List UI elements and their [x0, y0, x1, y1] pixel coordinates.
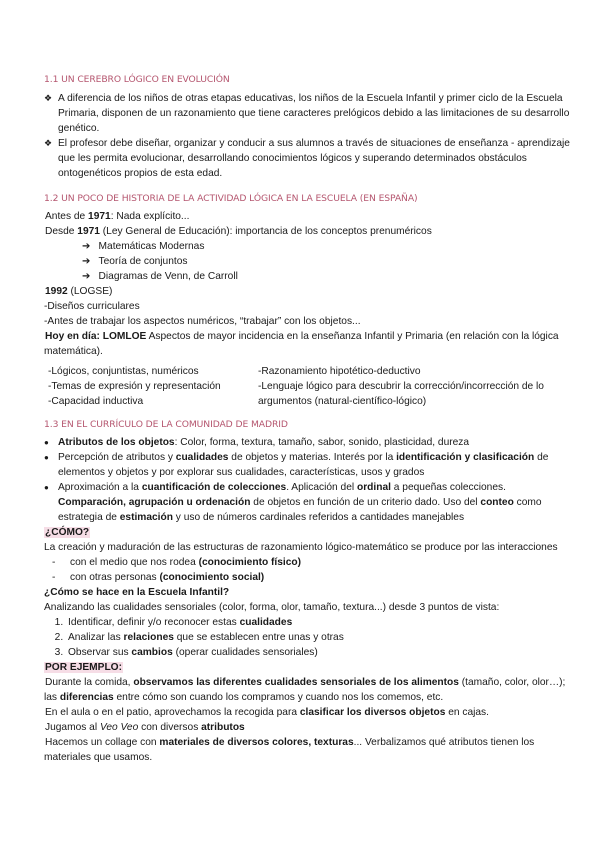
list-item: 1. Identificar, definir y/o reconocer estas cualidades: [66, 615, 572, 630]
diamond-bullet-item: ❖ A diferencia de los niños de otras etapas educativas, los niños de la Escuela Infantil y primer ciclo de la Escuela Primaria, disponen de un razonamiento que tiene caracteres prelógicos debido a las limitaciones de su desarrollo genético.: [44, 93, 570, 134]
diamond-bullet-icon: ❖: [44, 138, 53, 148]
escuela-paragraph: Analizando las cualidades sensoriales (color, forma, olor, tamaño, textura...) desde 3 puntos de vista:: [44, 602, 500, 613]
diamond-bullet-icon: ❖: [44, 93, 53, 103]
arrow-right-icon: ➔: [82, 271, 91, 282]
document-page: [44, 72, 572, 765]
history-line: Desde 1971 (Ley General de Educación): importancia de los conceptos prenuméricos: [45, 226, 432, 237]
arrow-right-icon: ➔: [82, 256, 91, 267]
column-right: -Razonamiento hipotético-deductivo -Lenguaje lógico para descubrir la corrección/incorrección de lo argumentos (natural-científico-lógico): [258, 366, 544, 407]
list-item: 2. Analizar las relaciones que se establecen entre unas y otras: [66, 630, 572, 645]
arrow-item: ➔ Matemáticas Modernas: [82, 241, 205, 252]
history-line: -Antes de trabajar los aspectos numéricos, “trabajar” con los objetos...: [44, 316, 361, 327]
diamond-bullet-item: ❖ El profesor debe diseñar, organizar y conducir a sus alumnos a través de situaciones de enseñanza - aprendizaje que les permita evolucionar, desarrollando conocimientos lógicos y superando determinados obstáculos ontogenéticos propios de esta edad.: [44, 138, 570, 179]
history-line: Antes de 1971: Nada explícito...: [45, 211, 190, 222]
list-item: ● Percepción de atributos y cualidades de objetos y materias. Interés por la identificación y clasificación de elementos y objetos y por explorar sus cualidades, características, usos y grados: [44, 450, 572, 480]
history-line: -Diseños curriculares: [44, 301, 140, 312]
two-column-list: [44, 364, 572, 409]
example-line: Hacemos un collage con materiales de diversos colores, texturas... Verbalizamos qué atributos tienen los materiales que usamos.: [44, 737, 535, 763]
como-title: ¿CÓMO?: [45, 527, 90, 538]
list-item: 3. Observar sus cambios (operar cualidades sensoriales): [66, 645, 572, 660]
arrow-item: ➔ Diagramas de Venn, de Carroll: [82, 271, 238, 282]
arrow-right-icon: ➔: [82, 241, 91, 252]
arrow-item: ➔ Teoría de conjuntos: [82, 256, 188, 267]
list-item: ● Atributos de los objetos: Color, forma, textura, tamaño, sabor, sonido, plasticidad, dureza: [44, 435, 572, 450]
escuela-title: ¿Cómo se hace en la Escuela Infantil?: [44, 587, 230, 598]
example-line: En el aula o en el patio, aprovechamos la recogida para clasificar los diversos objetos en cajas.: [45, 707, 489, 718]
column-left: -Lógicos, conjuntistas, numéricos -Temas de expresión y representación -Capacidad inductiva: [48, 366, 221, 407]
section-heading-1-3: 1.3 EN EL CURRÍCULO DE LA COMUNIDAD DE MADRID: [44, 419, 288, 430]
curriculum-list: [44, 435, 572, 525]
history-line: Hoy en día: LOMLOE Aspectos de mayor incidencia en la enseñanza Infantil y Primaria (en relación con la lógica matemática).: [44, 331, 559, 357]
history-line: 1992 (LOGSE): [45, 286, 113, 297]
ejemplo-title: POR EJEMPLO:: [45, 662, 122, 673]
como-paragraph: La creación y maduración de las estructuras de razonamiento lógico-matemático se produce por las interacciones: [44, 542, 558, 553]
dash-item: - con el medio que nos rodea (conocimiento físico): [52, 557, 302, 568]
section-heading-1-2: 1.2 UN POCO DE HISTORIA DE LA ACTIVIDAD LÓGICA EN LA ESCUELA (EN ESPAÑA): [44, 193, 418, 204]
ordered-list: [44, 615, 572, 660]
list-item: ● Aproximación a la cuantificación de colecciones. Aplicación del ordinal a pequeñas colecciones. Comparación, agrupación u ordenación de objetos en función de un criterio dado. Uso del conteo como estrategia de estimación y uso de números cardinales referidos a cantidades manejables: [44, 480, 572, 525]
dash-item: - con otras personas (conocimiento social): [52, 572, 265, 583]
example-line: Durante la comida, observamos las diferentes cualidades sensoriales de los alimentos (tamaño, color, olor…); las diferencias entre cómo son cuando los compramos y cuando nos los comemos, etc.: [44, 677, 566, 703]
section-heading-1-1: 1.1 UN CEREBRO LÓGICO EN EVOLUCIÓN: [44, 74, 230, 85]
example-line: Jugamos al Veo Veo con diversos atributos: [45, 722, 245, 733]
